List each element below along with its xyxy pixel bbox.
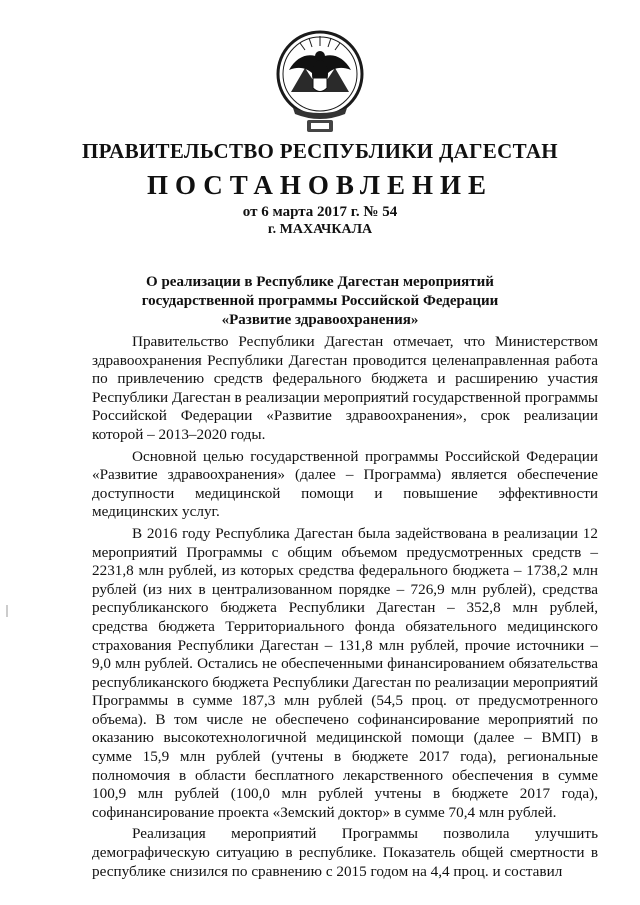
subject-line: «Развитие здравоохранения» [221,312,419,328]
subject-line: О реализации в Республике Дагестан мероприятий [146,274,494,290]
subject-line: государственной программы Российской Федерации [141,293,499,309]
body-paragraph: Основной целью государственной программы Российской Федерации «Развитие здравоохранения» (далее – Программа) является обеспечение доступности медицинской помощи и повышение эффективности медицинских услуг. [92,447,598,521]
coat-of-arms-emblem [273,22,367,138]
document-date-number: от 6 марта 2017 г. № 54 [242,204,398,220]
document-subject [0,273,640,330]
government-title: ПРАВИТЕЛЬСТВО РЕСПУБЛИКИ ДАГЕСТАН [82,139,558,163]
document-city: г. МАХАЧКАЛА [267,222,373,237]
scan-speck-mark [4,604,10,618]
body-paragraph: Реализация мероприятий Программы позволила улучшить демографическую ситуацию в республике. Показатель общей смертности в республике снизился по сравнению с 2015 годом на 4,4 проц. и составил [92,825,598,880]
document-type: ПОСТАНОВЛЕНИЕ [146,170,494,200]
document-body [92,333,598,884]
body-paragraph: Правительство Республики Дагестан отмечает, что Министерством здравоохранения Республики Дагестан проводится целенаправленная работа по привлечению средств федерального бюджета и расширению участия Республики Дагестан в реализации мероприятий государственной программы Российской Федерации «Развитие здравоохранения», срок реализации которой – 2013–2020 годы. [92,333,598,443]
body-paragraph: В 2016 году Республика Дагестан была задействована в реализации 12 мероприятий Программы с общим объемом предусмотренных средств – 2231,8 млн рублей, из которых средства федерального бюджета – 1738,2 млн рублей (из них в централизованном порядке – 726,9 млн рублей), средства республиканского бюджета Республики Дагестан – 352,8 млн рублей, средства бюджета Территориального фонда обязательного медицинского страхования Республики Дагестан – 131,8 млн рублей, прочие источники – 9,0 млн рублей. Остались не обеспеченными финансированием обязательства республиканского бюджета Республики Дагестан по реализации мероприятий Программы в сумме 187,3 млн рублей (54,5 проц. от предусмотренного объема). В том числе не обеспечено софинансирование мероприятий по оказанию высокотехнологичной медицинской помощи (далее – ВМП) в сумме 15,9 млн рублей (учтены в бюджете 2017 года), региональные полномочия в области бесплатного лекарственного обеспечения в сумме 100,9 млн рублей (100,0 млн рублей учтены в бюджете 2017 года), софинансирование проекта «Земский доктор» в сумме 70,4 млн рублей. [92,524,598,821]
